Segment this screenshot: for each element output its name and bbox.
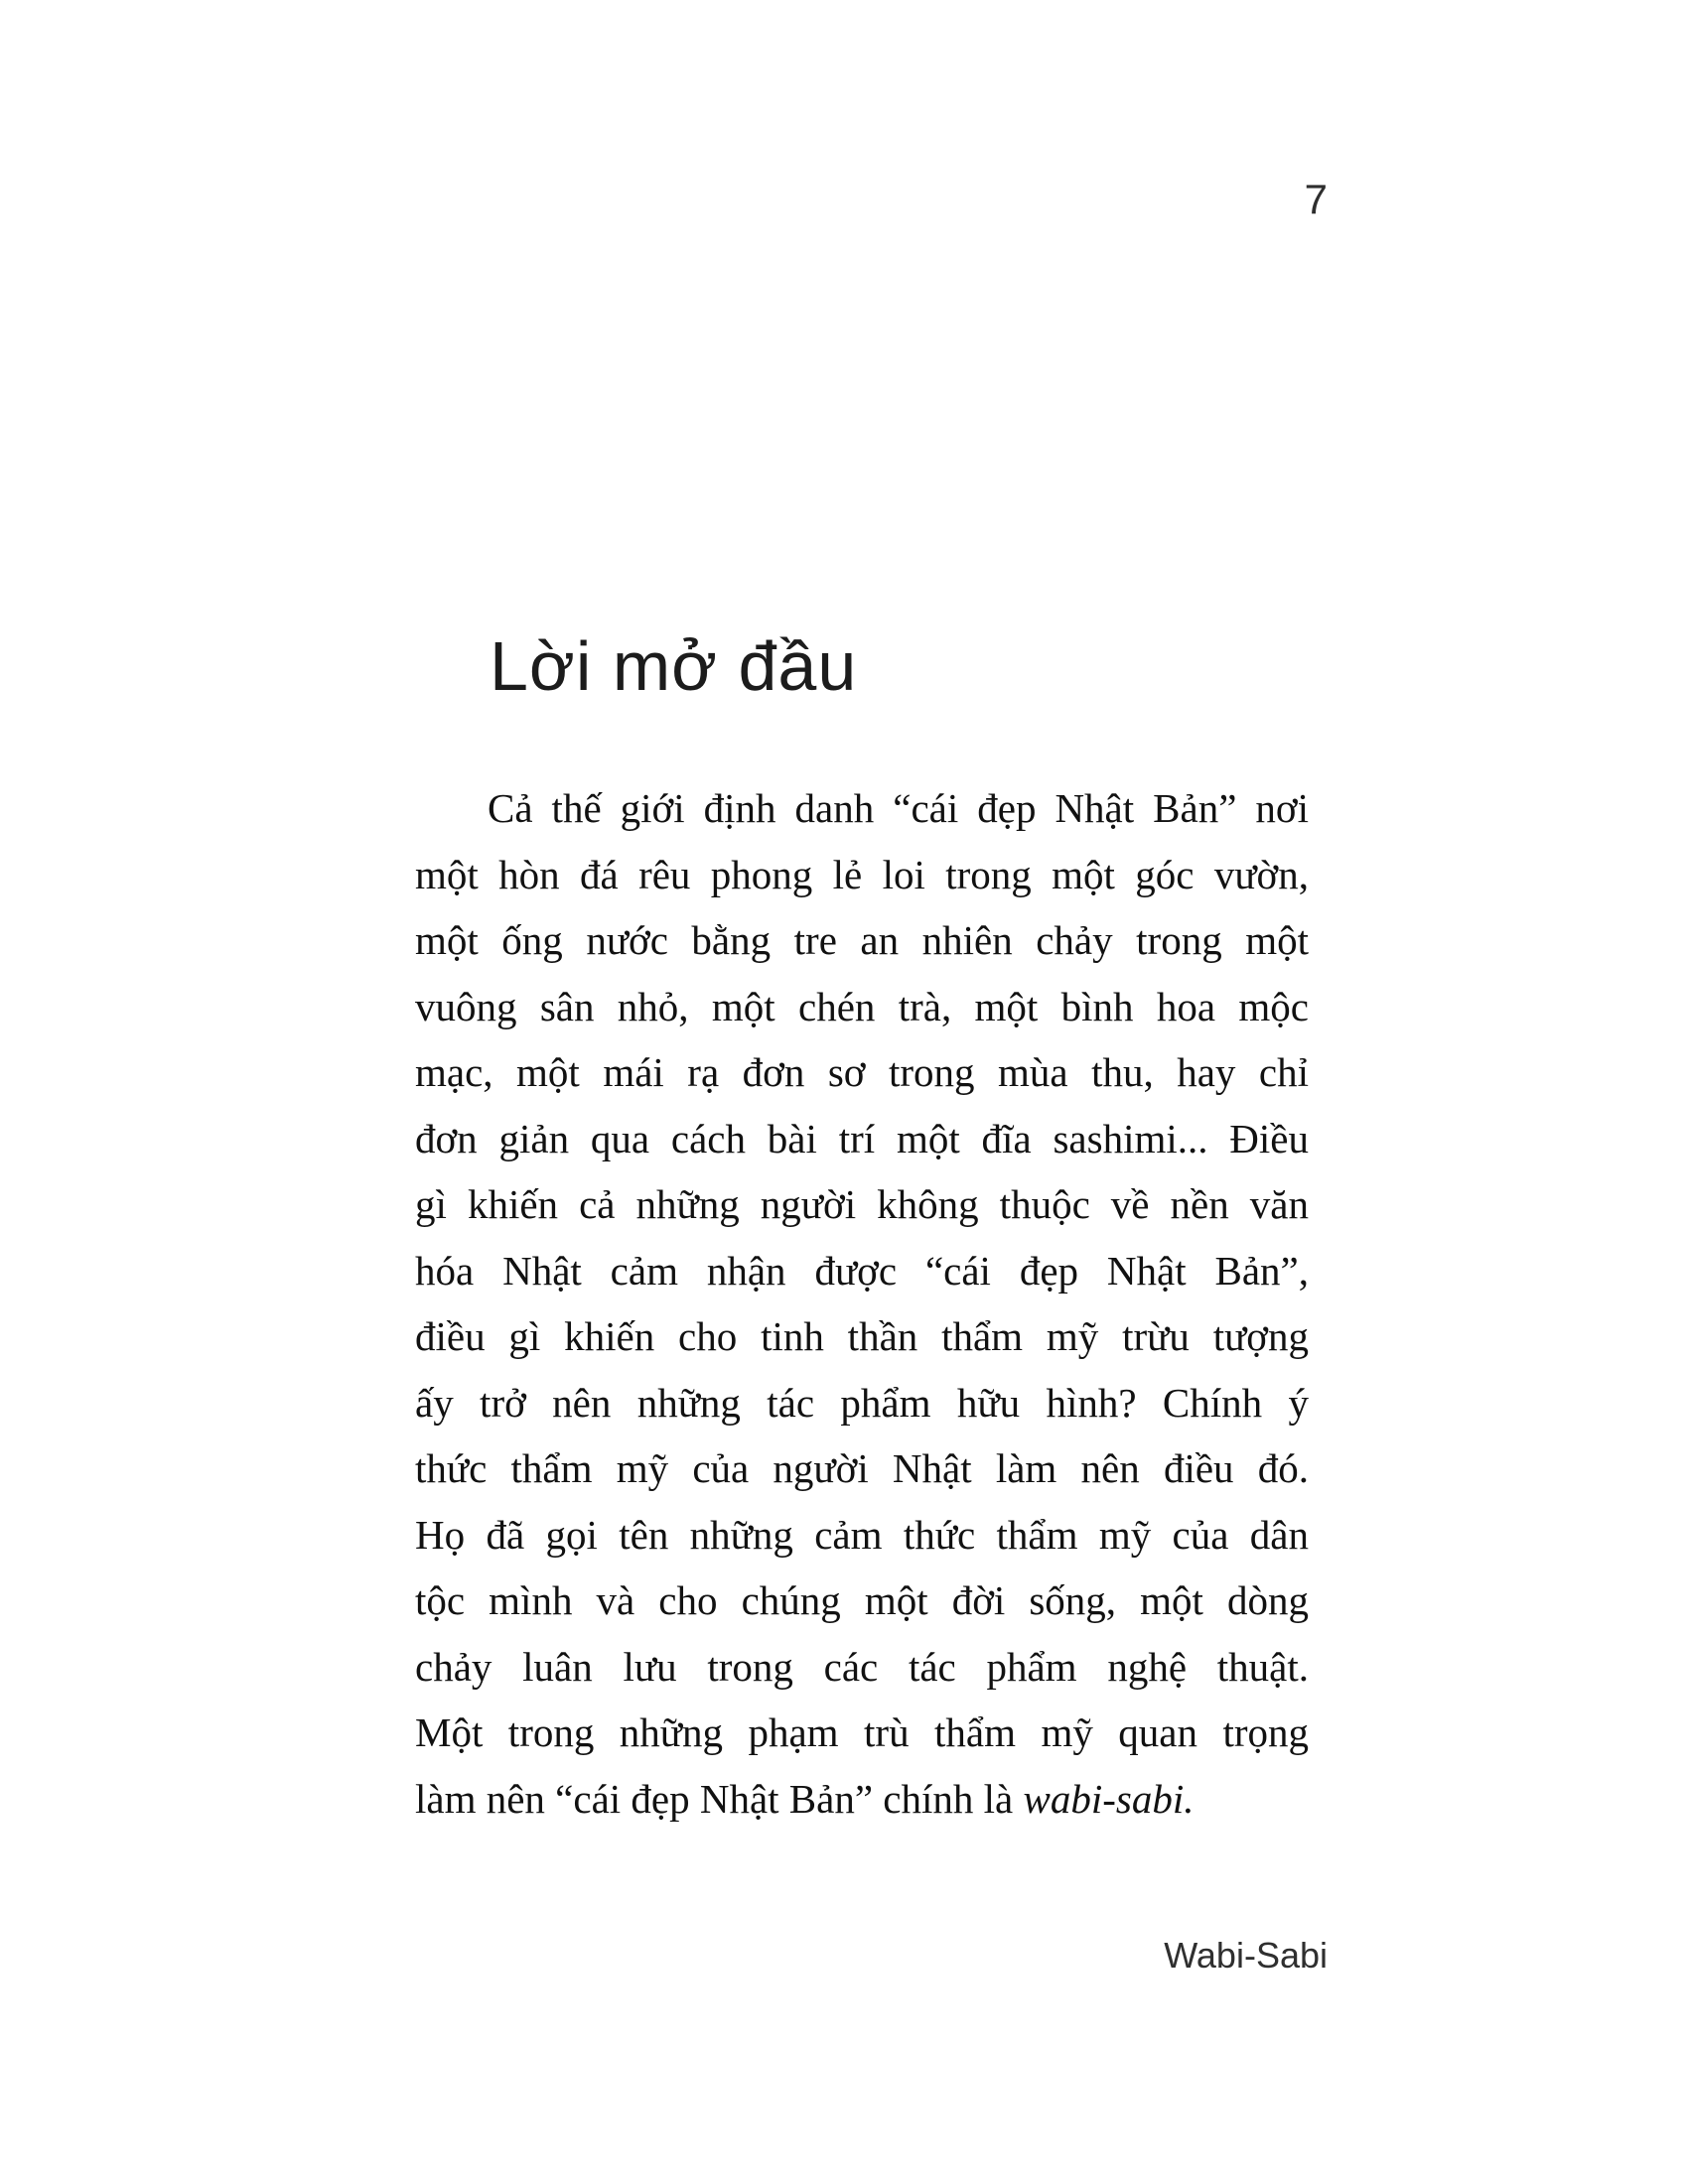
chapter-title: Lời mở đầu bbox=[490, 626, 858, 705]
paragraph-line: mạc, một mái rạ đơn sơ trong mùa thu, hay chỉ bbox=[415, 1049, 1309, 1095]
paragraph-line: hóa Nhật cảm nhận được “cái đẹp Nhật Bản”, bbox=[415, 1247, 1309, 1294]
paragraph-line: Họ đã gọi tên những cảm thức thẩm mỹ của dân bbox=[415, 1511, 1309, 1558]
paragraph-line: Một trong những phạm trù thẩm mỹ quan trọng bbox=[415, 1709, 1309, 1755]
paragraph-line: ấy trở nên những tác phẩm hữu hình? Chính ý bbox=[415, 1379, 1309, 1426]
page-number: 7 bbox=[1304, 176, 1328, 222]
preface-paragraph bbox=[415, 775, 1309, 1832]
paragraph-line: điều gì khiến cho tinh thần thẩm mỹ trừu tượng bbox=[415, 1313, 1309, 1359]
paragraph-line: vuông sân nhỏ, một chén trà, một bình hoa mộc bbox=[415, 983, 1309, 1029]
paragraph-line: một ống nước bằng tre an nhiên chảy trong một bbox=[415, 917, 1309, 963]
running-footer-book-title: Wabi-Sabi bbox=[1164, 1935, 1328, 1976]
paragraph-line: thức thẩm mỹ của người Nhật làm nên điều đó. bbox=[415, 1445, 1309, 1491]
paragraph-line-last-text: làm nên “cái đẹp Nhật Bản” chính là bbox=[415, 1775, 1024, 1822]
wabi-sabi-italic-term: wabi-sabi. bbox=[1023, 1775, 1195, 1822]
paragraph-line: đơn giản qua cách bài trí một đĩa sashimi... Điều bbox=[415, 1115, 1309, 1161]
paragraph-line: chảy luân lưu trong các tác phẩm nghệ thuật. bbox=[415, 1643, 1309, 1690]
paragraph-line: tộc mình và cho chúng một đời sống, một dòng bbox=[415, 1577, 1309, 1623]
paragraph-line-last bbox=[415, 1766, 1309, 1833]
paragraph-line: một hòn đá rêu phong lẻ loi trong một góc vườn, bbox=[415, 851, 1309, 897]
paragraph-line: Cả thế giới định danh “cái đẹp Nhật Bản” nơi bbox=[488, 785, 1309, 831]
paragraph-line: gì khiến cả những người không thuộc về nền văn bbox=[415, 1181, 1309, 1227]
